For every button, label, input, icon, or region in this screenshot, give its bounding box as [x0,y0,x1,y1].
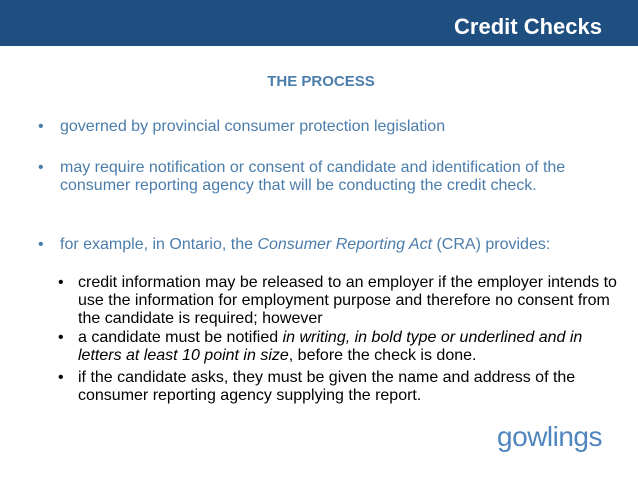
gowlings-logo: gowlings [497,421,602,452]
sub-bullet-text [78,329,618,365]
sub-bullet-text: if the candidate asks, they must be given the name and address of the consumer reporting agency supplying the report. [78,369,576,404]
bullet-text-part: for example, in Ontario, the [60,236,258,253]
slide-title: Credit Checks [454,14,602,39]
section-title-text: THE PROCESS [267,73,375,90]
bullet-dot: • [38,118,44,135]
section-title [0,73,638,90]
bullet-dot: • [38,236,44,253]
header-bar [0,0,638,46]
bullet-dot: • [58,329,64,346]
bullet-text: may require notification or consent of candidate and identification of the consumer reporting agency that will be conducting the credit check. [60,159,566,194]
bullet-dot: • [58,274,64,291]
bullet-dot: • [38,159,44,176]
bullet-text [60,236,620,254]
bullet-dot: • [58,369,64,386]
sub-bullet-text-part: a candidate must be notified [78,329,283,346]
sub-bullet-emphasis: in writing, in bold type or underlined and in letters at least 10 point in size [78,329,583,364]
bullet-text-part: (CRA) provides: [432,236,551,253]
sub-bullet-text-part: , before the check is done. [288,347,477,364]
sub-bullet-text: credit information may be released to an employer if the employer intends to use the information for employment purpose and therefore no consent from the candidate is required; however [78,274,617,327]
act-name: Consumer Reporting Act [257,236,433,253]
bullet-text: governed by provincial consumer protection legislation [60,118,446,135]
